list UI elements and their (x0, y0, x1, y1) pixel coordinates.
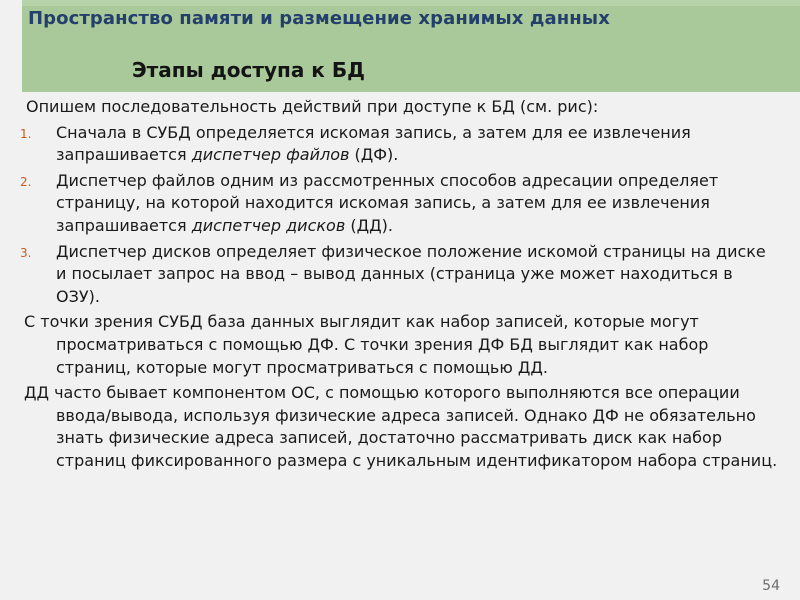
slide-title: Пространство памяти и размещение хранимых данных (28, 8, 610, 29)
paragraph-2: ДД часто бывает компонентом ОС, с помощью которого выполняются все операции ввода/вывода, используя физические адреса записей. Однако ДФ не обязательно знать физические адреса записей, достаточно рассматривать диск как набор страниц фиксированного размера с уникальным идентификатором набора страниц. (24, 383, 778, 470)
step-text: Диспетчер дисков определяет физическое положение искомой страницы на диске и посылает запрос на ввод – вывод данных (страница уже может находиться в ОЗУ). (56, 241, 766, 306)
page-number: 54 (762, 578, 780, 594)
step-text: Сначала в СУБД определяется искомая запись, а затем для ее извлечения запрашивается (56, 122, 691, 165)
step-text-end: (ДФ). (349, 145, 399, 165)
step-emphasis: диспетчер файлов (191, 145, 350, 165)
steps-list (20, 122, 780, 309)
step-item-3 (20, 241, 780, 309)
header-top-strip (22, 0, 800, 6)
slide-content (20, 96, 780, 473)
step-text: Диспетчер файлов одним из рассмотренных способов адресации определяет страницу, на которой находится искомая запись, а затем для ее извлечения запрашивается (56, 170, 719, 235)
step-text-end: (ДД). (345, 215, 393, 235)
slide-header (22, 0, 800, 92)
step-number: 3. (20, 245, 32, 260)
step-number: 2. (20, 174, 32, 189)
paragraph-1: С точки зрения СУБД база данных выглядит как набор записей, которые могут просматриваться с помощью ДФ. С точки зрения ДФ БД выглядит как набор страниц, которые могут просматриваться с помощью ДД. (24, 312, 709, 377)
step-number: 1. (20, 126, 32, 141)
step-item-1 (20, 122, 780, 167)
intro-text: Опишем последовательность действий при доступе к БД (см. рис): (26, 97, 599, 116)
slide-subtitle: Этапы доступа к БД (132, 58, 365, 82)
step-item-2 (20, 170, 780, 238)
step-emphasis: диспетчер дисков (191, 215, 346, 235)
